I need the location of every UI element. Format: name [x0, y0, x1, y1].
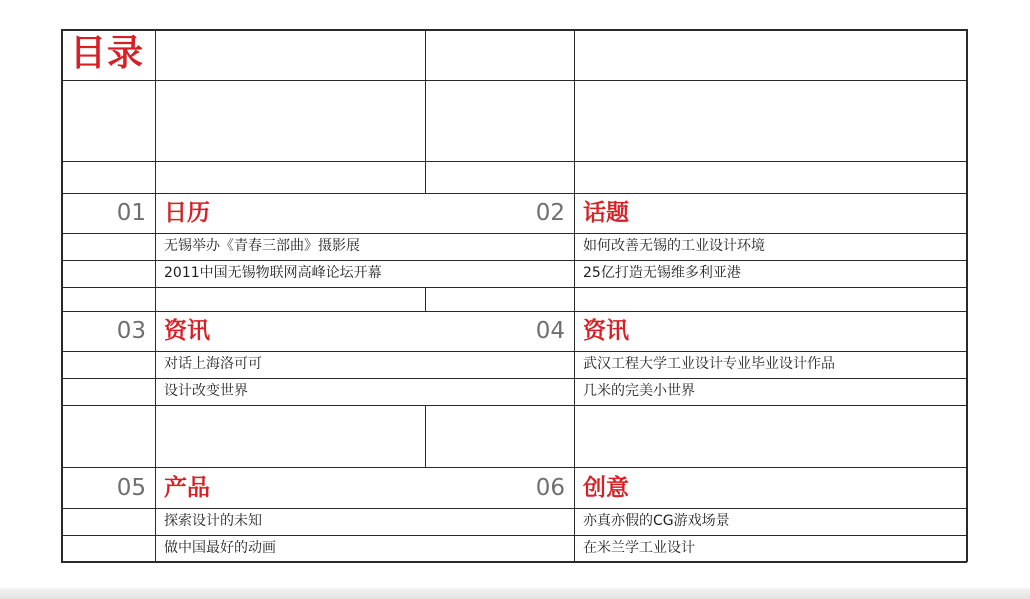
row-divider — [61, 405, 967, 406]
row-divider — [61, 260, 967, 261]
section-number: 03 — [116, 318, 146, 344]
section-heading: 产品 — [164, 475, 210, 501]
column-divider-segment — [425, 287, 426, 311]
column-divider — [155, 29, 156, 562]
section-heading: 资讯 — [583, 318, 629, 344]
row-divider — [61, 535, 967, 536]
row-divider — [61, 378, 967, 379]
section-item: 无锡举办《青春三部曲》摄影展 — [164, 238, 360, 254]
section-item: 2011中国无锡物联网高峰论坛开幕 — [164, 265, 382, 281]
row-divider — [61, 161, 967, 162]
row-divider — [61, 80, 967, 81]
section-item: 在米兰学工业设计 — [583, 540, 695, 556]
column-divider-segment — [425, 405, 426, 467]
row-divider — [61, 467, 967, 468]
row-divider — [61, 508, 967, 509]
section-item: 对话上海洛可可 — [164, 356, 262, 372]
table-bottom-border — [61, 561, 967, 563]
section-number: 05 — [116, 475, 146, 501]
section-heading: 资讯 — [164, 318, 210, 344]
section-item: 25亿打造无锡维多利亚港 — [583, 265, 741, 281]
page-bottom-edge — [0, 588, 1030, 599]
row-divider — [61, 193, 967, 194]
table-right-border — [966, 29, 968, 562]
table-top-border — [61, 29, 967, 31]
section-number: 04 — [535, 318, 565, 344]
section-item: 探索设计的未知 — [164, 513, 262, 529]
row-divider — [61, 311, 967, 312]
section-number: 01 — [116, 200, 146, 226]
row-divider — [61, 233, 967, 234]
section-heading: 创意 — [583, 475, 629, 501]
section-number: 02 — [535, 200, 565, 226]
section-heading: 话题 — [583, 200, 629, 226]
row-divider — [61, 287, 967, 288]
section-item: 如何改善无锡的工业设计环境 — [583, 238, 765, 254]
column-divider — [574, 29, 575, 562]
section-item: 亦真亦假的CG游戏场景 — [583, 513, 730, 529]
page-title: 目录 — [70, 33, 145, 74]
section-item: 做中国最好的动画 — [164, 540, 276, 556]
column-divider-segment — [425, 29, 426, 193]
section-item: 设计改变世界 — [164, 383, 248, 399]
section-item: 几米的完美小世界 — [583, 383, 695, 399]
row-divider — [61, 351, 967, 352]
section-item: 武汉工程大学工业设计专业毕业设计作品 — [583, 356, 835, 372]
section-heading: 日历 — [164, 200, 210, 226]
section-number: 06 — [535, 475, 565, 501]
